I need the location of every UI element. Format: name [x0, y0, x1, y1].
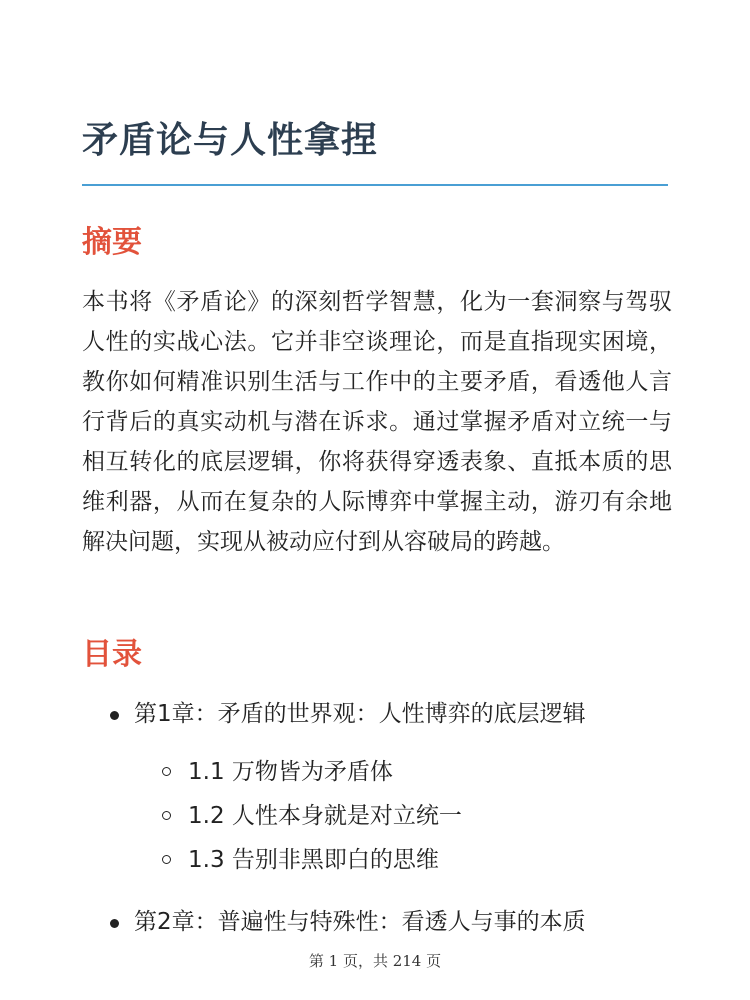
toc-section-label: 1.2 人性本身就是对立统一 [188, 803, 462, 829]
bullet-icon [110, 919, 119, 928]
title-divider [82, 184, 668, 186]
abstract-paragraph: 本书将《矛盾论》的深刻哲学智慧，化为一套洞察与驾驭人性的实战心法。它并非空谈理论，而是直指现实困境，教你如何精准识别生活与工作中的主要矛盾，看透他人言行背后的真实动机与潜在诉求。通过掌握矛盾对立统一与相互转化的底层逻辑，你将获得穿透表象、直抵本质的思维利器，从而在复杂的人际博弈中掌握主动，游刃有余地解决问题，实现从被动应付到从容破局的跨越。 [82, 289, 672, 555]
bullet-icon [110, 711, 119, 720]
toc-heading: 目录 [82, 637, 142, 672]
document-title: 矛盾论与人性拿捏 [82, 120, 379, 161]
page-number: 第 1 页，共 214 页 [308, 952, 442, 970]
circle-bullet-icon [162, 811, 171, 820]
toc-chapter-1[interactable] [82, 694, 682, 882]
toc-section-label: 1.3 告别非黑即白的思维 [188, 847, 439, 873]
toc-chapter-label: 第2章：普遍性与特殊性：看透人与事的本质 [134, 909, 586, 935]
abstract-heading: 摘要 [82, 225, 142, 260]
toc-chapter-2[interactable] [82, 902, 682, 942]
toc-section-1-2[interactable] [134, 794, 682, 838]
toc-list [82, 694, 682, 942]
toc-section-1-3[interactable] [134, 838, 682, 882]
circle-bullet-icon [162, 767, 171, 776]
toc-section-1-1[interactable] [134, 750, 682, 794]
toc-section-label: 1.1 万物皆为矛盾体 [188, 759, 393, 785]
circle-bullet-icon [162, 855, 171, 864]
toc-section-list [134, 750, 682, 882]
toc-chapter-label: 第1章：矛盾的世界观：人性博弈的底层逻辑 [134, 701, 586, 727]
